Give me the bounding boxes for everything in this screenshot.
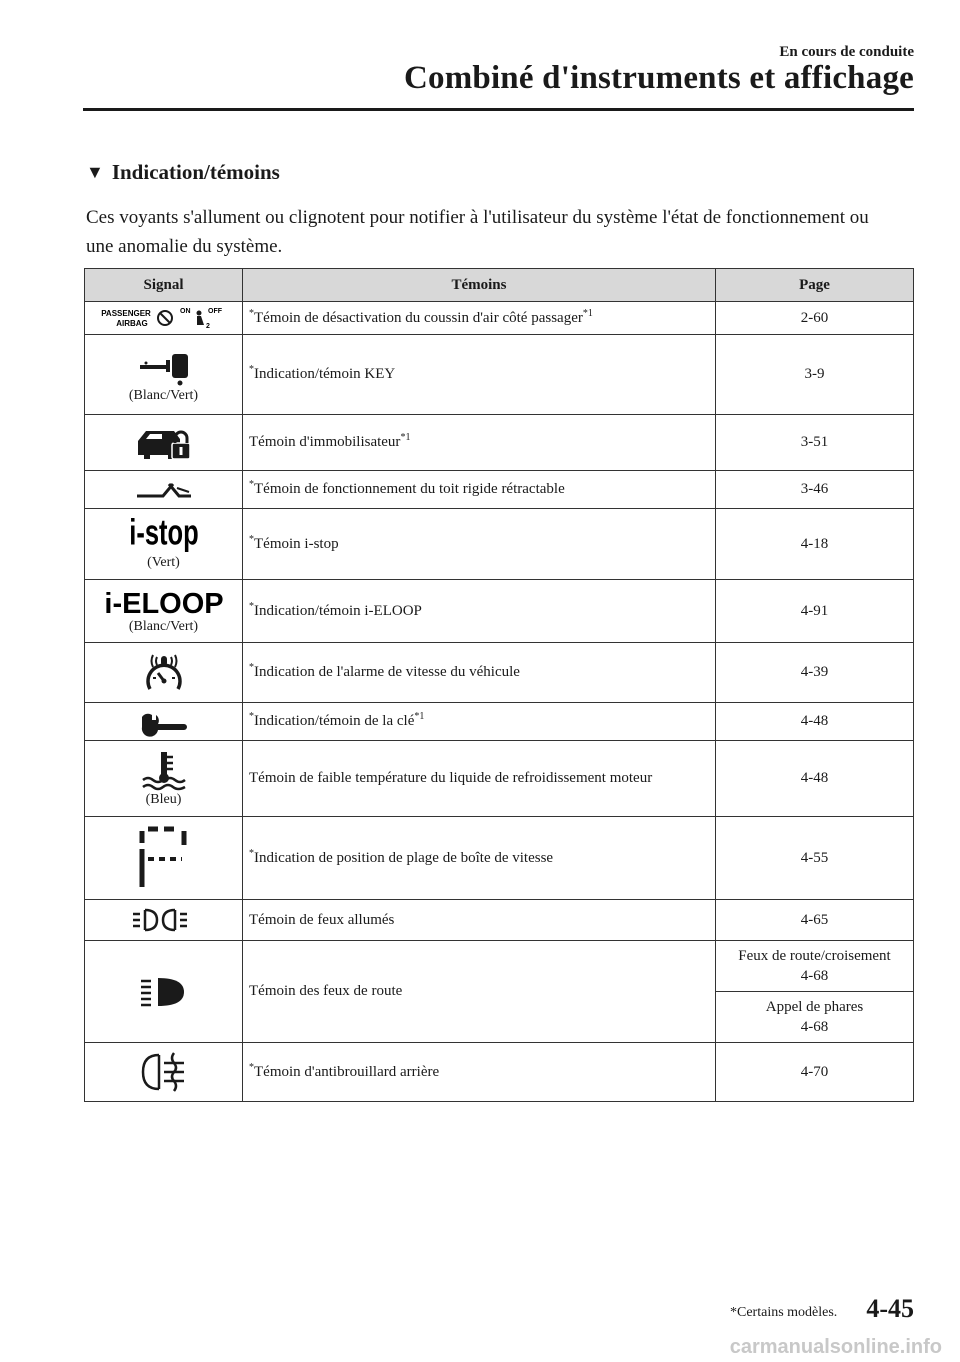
table-row [85,643,914,703]
airbag-text-2: 2 [205,323,210,330]
page-cell: 4-65 [716,900,914,941]
section-heading-text: Indication/témoins [111,160,280,184]
signal-cell [85,580,243,643]
temoin-cell: *Indication de l'alarme de vitesse du véhicule [243,643,716,703]
airbag-text-airbag: AIRBAG [115,319,148,328]
shift-position-icon [134,825,194,891]
page-cell: 4-39 [716,643,914,703]
signal-cell [85,509,243,580]
temoin-cell: Témoin d'immobilisateur$^{*1}$ [243,415,716,471]
page-cell: 4-48 [716,741,914,817]
temoin-cell: *Témoin d'antibrouillard arrière [243,1043,716,1102]
signal-caption: (Vert) [147,555,180,570]
watermark: carmanualsonline.info [729,1336,942,1358]
footnote: *Certains modèles. [730,1305,838,1320]
temoin-cell: *Indication de position de plage de boîte de vitesse [243,817,716,900]
page-cell: 4-70 [716,1043,914,1102]
table-row [85,817,914,900]
triangle-marker-icon: ▼ [86,162,104,182]
header-temoins: Témoins [243,269,716,302]
page-title: Combiné d'instruments et affichage [403,60,914,96]
page-cell: 3-51 [716,415,914,471]
page-sub-number: 4-68 [800,1019,829,1035]
temoin-cell: *Indication/témoin i-ELOOP [243,580,716,643]
i-eloop-text: i-ELOOP [103,588,224,620]
table-row [85,703,914,741]
i-stop-icon [124,512,204,553]
table-row [85,509,914,580]
page-cell [716,992,914,1043]
page-cell: 2-60 [716,302,914,335]
table-header-row [85,269,914,302]
signal-cell [85,335,243,415]
high-beam-icon [138,976,190,1008]
temoin-cell: *Témoin de fonctionnement du toit rigide rétractable [243,471,716,509]
table-row [85,580,914,643]
page-sub-label: Appel de phares [765,999,864,1015]
signal-cell [85,1043,243,1102]
signal-cell [85,900,243,941]
signal-cell [85,643,243,703]
temoin-cell: Témoin de feux allumés [243,900,716,941]
airbag-text-passenger: PASSENGER [100,309,151,318]
table-row [85,900,914,941]
signal-cell [85,941,243,1043]
temoin-cell: *Témoin i-stop [243,509,716,580]
speed-alarm-icon [141,651,187,695]
immobilizer-car-lock-icon [134,425,194,461]
signal-cell [85,415,243,471]
intro-paragraph: Ces voyants s'allument ou clignotent pour notifier à l'utilisateur du système l'état de fonctionnement ou une anomalie du système. [86,207,869,257]
page-cell: 3-46 [716,471,914,509]
retractable-roof-icon [133,478,195,502]
passenger-airbag-icon [102,305,226,331]
signal-caption: (Bleu) [145,791,182,807]
page-cell [716,941,914,992]
table-row [85,335,914,415]
page-cell: 4-55 [716,817,914,900]
airbag-text-off: OFF [207,308,222,315]
i-eloop-icon [103,587,224,620]
key-icon [136,346,192,386]
temoin-cell: *Témoin de désactivation du coussin d'air côté passager$^{*1}$ [243,302,716,335]
temoin-cell: Témoin des feux de route [243,941,716,1043]
temoin-cell: *Indication/témoin KEY [243,335,716,415]
table-row [85,741,914,817]
page-cell: 4-48 [716,703,914,741]
signal-cell [85,741,243,817]
page-number: 4-45 [866,1294,914,1323]
header-rule [83,108,914,111]
rear-fog-icon [139,1051,189,1093]
temoin-cell: Témoin de faible température du liquide de refroidissement moteur [243,741,716,817]
table-row [85,471,914,509]
section-heading [86,160,280,185]
signal-cell [85,703,243,741]
page-sub-number: 4-68 [800,968,829,984]
signal-cell [85,302,243,335]
signal-cell [85,471,243,509]
header-page: Page [716,269,914,302]
signal-caption: (Blanc/Vert) [128,387,199,403]
table-row [85,302,914,335]
coolant-temp-icon [140,750,188,790]
i-stop-text: i-stop [128,512,199,553]
signal-caption: (Blanc/Vert) [128,619,199,634]
signal-cell [85,817,243,900]
table-row [85,415,914,471]
page-cell: 4-18 [716,509,914,580]
page-cell: 3-9 [716,335,914,415]
table-row [85,1043,914,1102]
lights-on-icon [131,907,197,933]
wrench-icon [138,711,190,733]
page-sub-label: Feux de route/croisement [738,948,891,964]
page-cell: 4-91 [716,580,914,643]
table-row [85,941,914,992]
chapter-label: En cours de conduite [779,44,914,60]
airbag-text-on: ON [179,308,190,315]
indicator-table [84,268,914,1102]
header-signal: Signal [85,269,243,302]
temoin-cell: *Indication/témoin de la clé$^{*1}$ [243,703,716,741]
